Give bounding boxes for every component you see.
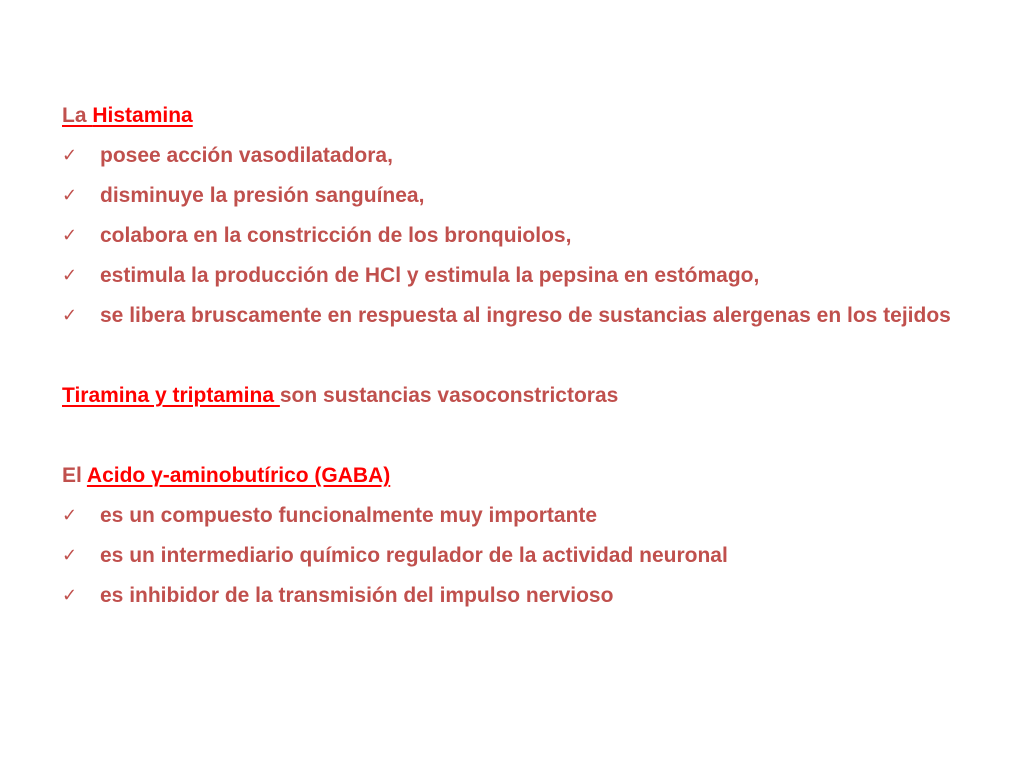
tiramina-title: Tiramina y triptamina (62, 384, 275, 407)
tiramina-text: son sustancias vasoconstrictoras (279, 384, 619, 407)
gaba-list (62, 496, 964, 616)
list-item: ✓ disminuye la presión sanguínea, (62, 176, 964, 216)
histamina-prefix: La (62, 104, 87, 127)
histamina-heading (62, 96, 964, 136)
check-icon: ✓ (62, 545, 78, 566)
list-item: ✓ es inhibidor de la transmisión del impulso nervioso (62, 576, 964, 616)
tiramina-line (62, 376, 964, 416)
histamina-list (62, 136, 964, 336)
histamina-title: Histamina (92, 104, 193, 127)
check-icon: ✓ (62, 225, 78, 246)
list-item: ✓ colabora en la constricción de los bronquiolos, (62, 216, 964, 256)
check-icon: ✓ (62, 265, 78, 286)
gaba-prefix: El (62, 464, 82, 487)
list-item: ✓ es un intermediario químico regulador de la actividad neuronal (62, 536, 964, 576)
list-item: ✓ estimula la producción de HCl y estimula la pepsina en estómago, (62, 256, 964, 296)
list-item: ✓ es un compuesto funcionalmente muy importante (62, 496, 964, 536)
list-item: ✓ se libera bruscamente en respuesta al ingreso de sustancias alergenas en los tejidos (62, 296, 964, 336)
check-icon: ✓ (62, 305, 78, 326)
gaba-heading (62, 456, 964, 496)
slide-content (62, 96, 964, 616)
check-icon: ✓ (62, 185, 78, 206)
check-icon: ✓ (62, 505, 78, 526)
list-item: ✓ posee acción vasodilatadora, (62, 136, 964, 176)
check-icon: ✓ (62, 585, 78, 606)
check-icon: ✓ (62, 145, 78, 166)
gaba-title: Acido γ-aminobutírico (GABA) (86, 464, 391, 487)
